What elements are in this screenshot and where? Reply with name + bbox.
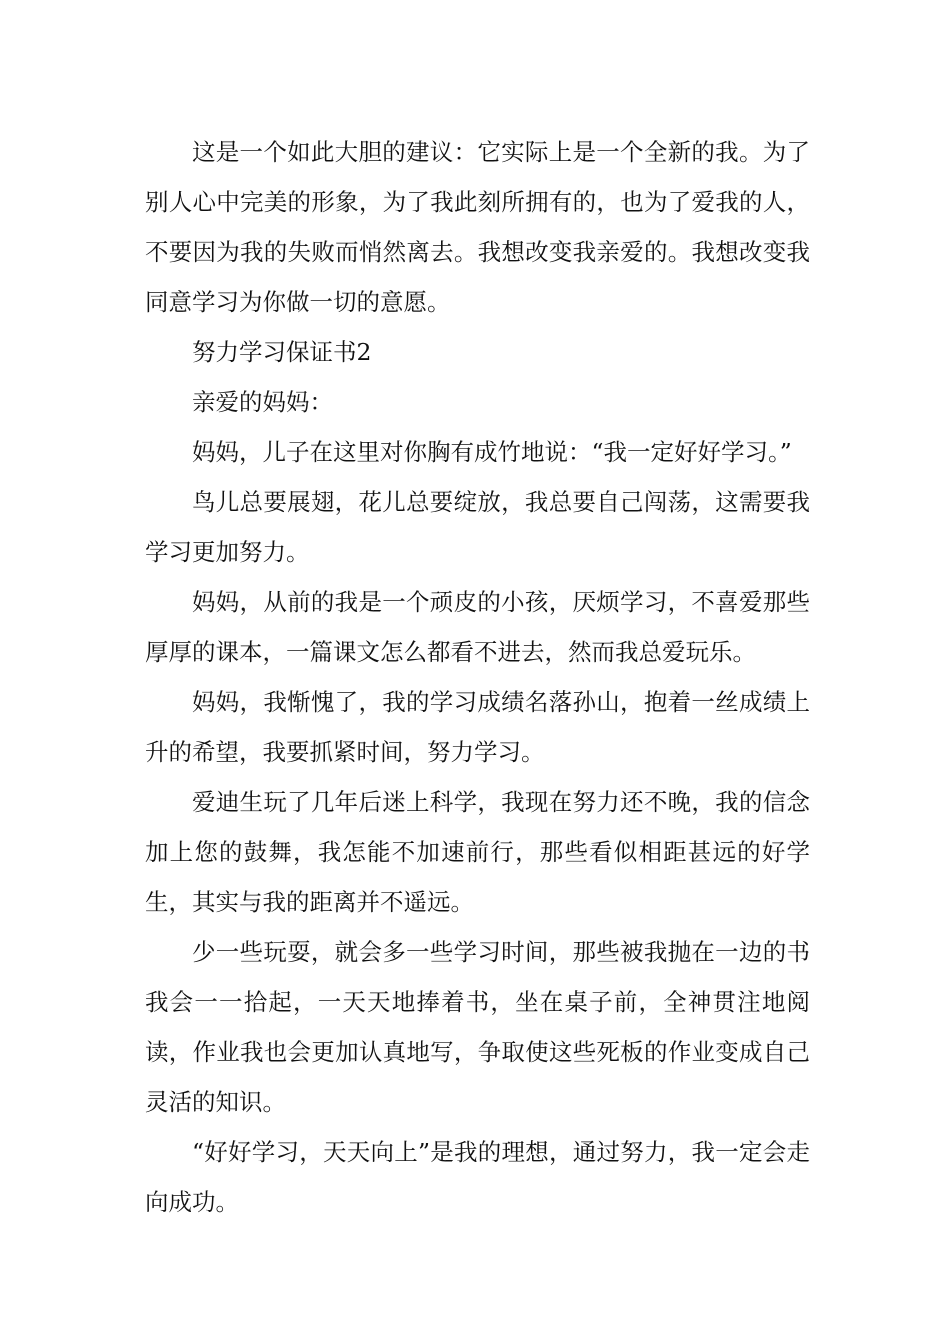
salutation: 亲爱的妈妈：: [192, 388, 333, 416]
paragraph-ashamed: 妈妈，我惭愧了，我的学习成绩名落孙山，抱着一丝成绩上升的希望，我要抓紧时间，努力学习。: [145, 688, 810, 766]
section-title: 努力学习保证书2: [192, 338, 372, 366]
paragraph-promise: 妈妈，儿子在这里对你胸有成竹地说：“我一定好好学习。”: [192, 438, 792, 466]
paragraph-birds: 鸟儿总要展翅，花儿总要绽放，我总要自己闯荡，这需要我学习更加努力。: [145, 488, 810, 566]
paragraph-ideal: “好好学习，天天向上”是我的理想，通过努力，我一定会走向成功。: [145, 1138, 810, 1216]
paragraph-edison: 爱迪生玩了几年后迷上科学，我现在努力还不晚，我的信念加上您的鼓舞，我怎能不加速前行，那些看似相距甚远的好学生，其实与我的距离并不遥远。: [145, 788, 810, 916]
paragraph-past: 妈妈，从前的我是一个顽皮的小孩，厌烦学习，不喜爱那些厚厚的课本，一篇课文怎么都看不进去，然而我总爱玩乐。: [145, 588, 810, 666]
document-page: [145, 127, 810, 1227]
paragraph-study-plan: 少一些玩耍，就会多一些学习时间，那些被我抛在一边的书我会一一拾起，一天天地捧着书，坐在桌子前，全神贯注地阅读，作业我也会更加认真地写，争取使这些死板的作业变成自己灵活的知识。: [145, 938, 810, 1116]
paragraph-intro: 这是一个如此大胆的建议：它实际上是一个全新的我。为了别人心中完美的形象，为了我此刻所拥有的，也为了爱我的人，不要因为我的失败而悄然离去。我想改变我亲爱的。我想改变我同意学习为你做一切的意愿。: [145, 138, 810, 316]
